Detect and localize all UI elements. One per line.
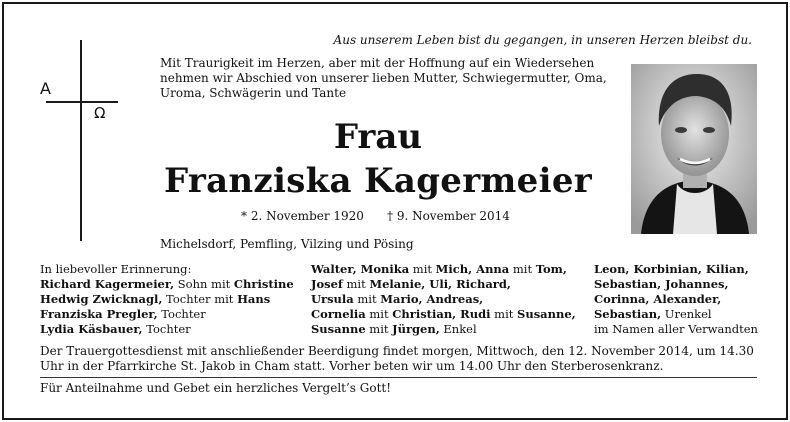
divider bbox=[40, 377, 757, 378]
mourner-name: Tom, bbox=[535, 262, 567, 276]
cross-vertical-beam bbox=[80, 40, 82, 241]
service-announcement: Der Trauergottesdienst mit anschließender Beerdigung findet morgen, Mittwoch, den 12. November 2014, um 14.30 Uhr in der Pfarrkirche St. Jakob in Cham statt. Vorher beten wir um 14.00 Uhr den Sterberosenkranz. bbox=[40, 344, 754, 373]
connector: mit bbox=[353, 292, 381, 306]
mourner-relation: Tochter mit bbox=[162, 292, 238, 306]
mourner-line bbox=[311, 307, 576, 322]
mourner-name: Susanne, bbox=[517, 307, 576, 321]
mourner-line bbox=[311, 277, 576, 292]
mourner-line bbox=[311, 262, 576, 277]
mourner-relation: Sohn mit bbox=[174, 277, 234, 291]
mourner-name: Richard Kagermeier, bbox=[40, 277, 175, 291]
mourner-name: Susanne bbox=[311, 322, 366, 336]
salutation: Frau bbox=[333, 117, 423, 157]
connector: mit bbox=[365, 307, 393, 321]
mourner-name: Josef bbox=[311, 277, 343, 291]
thanks-line: Für Anteilnahme und Gebet ein herzliches Vergelt’s Gott! bbox=[40, 381, 392, 395]
mourner-name: Walter, Monika bbox=[311, 262, 410, 276]
mourner-name: Mich, Anna bbox=[435, 262, 510, 276]
mourner-line bbox=[40, 322, 294, 337]
death-date: † 9. November 2014 bbox=[387, 209, 510, 223]
mourner-name: Mario, Andreas, bbox=[380, 292, 484, 306]
mourner-line: Leon, Korbinian, Kilian, bbox=[594, 262, 749, 276]
connector: mit bbox=[365, 322, 393, 336]
mourners-header: In liebevoller Erinnerung: bbox=[40, 262, 192, 276]
cross-horizontal-beam bbox=[46, 101, 118, 103]
intro-text: Mit Traurigkeit im Herzen, aber mit der Hoffnung auf ein Wiedersehen nehmen wir Abschied von unserer lieben Mutter, Schwiegermutter, Oma, Uroma, Schwägerin und Tante bbox=[160, 56, 607, 100]
mourner-line bbox=[40, 307, 294, 322]
mourner-name: Jürgen, bbox=[392, 322, 440, 336]
mourner-relation: Tochter bbox=[142, 322, 191, 336]
alpha-symbol: A bbox=[40, 79, 51, 98]
mourner-line bbox=[594, 307, 758, 322]
birth-date: * 2. November 1920 bbox=[241, 209, 364, 223]
mourner-line: Sebastian, Johannes, bbox=[594, 277, 729, 291]
mourner-name: Franziska Pregler, bbox=[40, 307, 158, 321]
connector: mit bbox=[509, 262, 536, 276]
mourner-name: Lydia Käsbauer, bbox=[40, 322, 143, 336]
mourner-name: Hedwig Zwicknagl, bbox=[40, 292, 163, 306]
mourner-name: Cornelia bbox=[311, 307, 366, 321]
mourner-line bbox=[311, 292, 576, 307]
mourner-name: Sebastian, bbox=[594, 307, 662, 321]
obituary-frame bbox=[2, 2, 788, 420]
places: Michelsdorf, Pemfling, Vilzing und Pösing bbox=[160, 237, 414, 251]
portrait-image bbox=[631, 64, 757, 234]
mourner-name: Melanie, Uli, Richard, bbox=[369, 277, 511, 291]
mourners-column-3 bbox=[594, 262, 758, 337]
mourners-column-1 bbox=[40, 262, 294, 337]
deceased-name: Franziska Kagermeier bbox=[164, 161, 592, 201]
mourner-name: Ursula bbox=[311, 292, 354, 306]
mourner-name: Christian, Rudi bbox=[392, 307, 491, 321]
connector: mit bbox=[342, 277, 370, 291]
mourner-line bbox=[40, 277, 294, 292]
mourner-line: im Namen aller Verwandten bbox=[594, 322, 758, 336]
mourner-relation: Urenkel bbox=[661, 307, 712, 321]
mourner-relation: Enkel bbox=[439, 322, 477, 336]
mourner-line bbox=[40, 292, 294, 307]
mourner-line bbox=[311, 322, 576, 337]
mourner-relation: Tochter bbox=[157, 307, 206, 321]
mourner-line: Corinna, Alexander, bbox=[594, 292, 722, 306]
connector: mit bbox=[490, 307, 518, 321]
omega-symbol: Ω bbox=[94, 104, 106, 122]
mourner-name: Christine bbox=[233, 277, 294, 291]
connector: mit bbox=[409, 262, 436, 276]
mourner-name: Hans bbox=[237, 292, 271, 306]
mourners-column-2 bbox=[311, 262, 576, 337]
motto: Aus unserem Leben bist du gegangen, in unseren Herzen bleibst du. bbox=[333, 33, 752, 47]
portrait-photo bbox=[631, 64, 757, 234]
